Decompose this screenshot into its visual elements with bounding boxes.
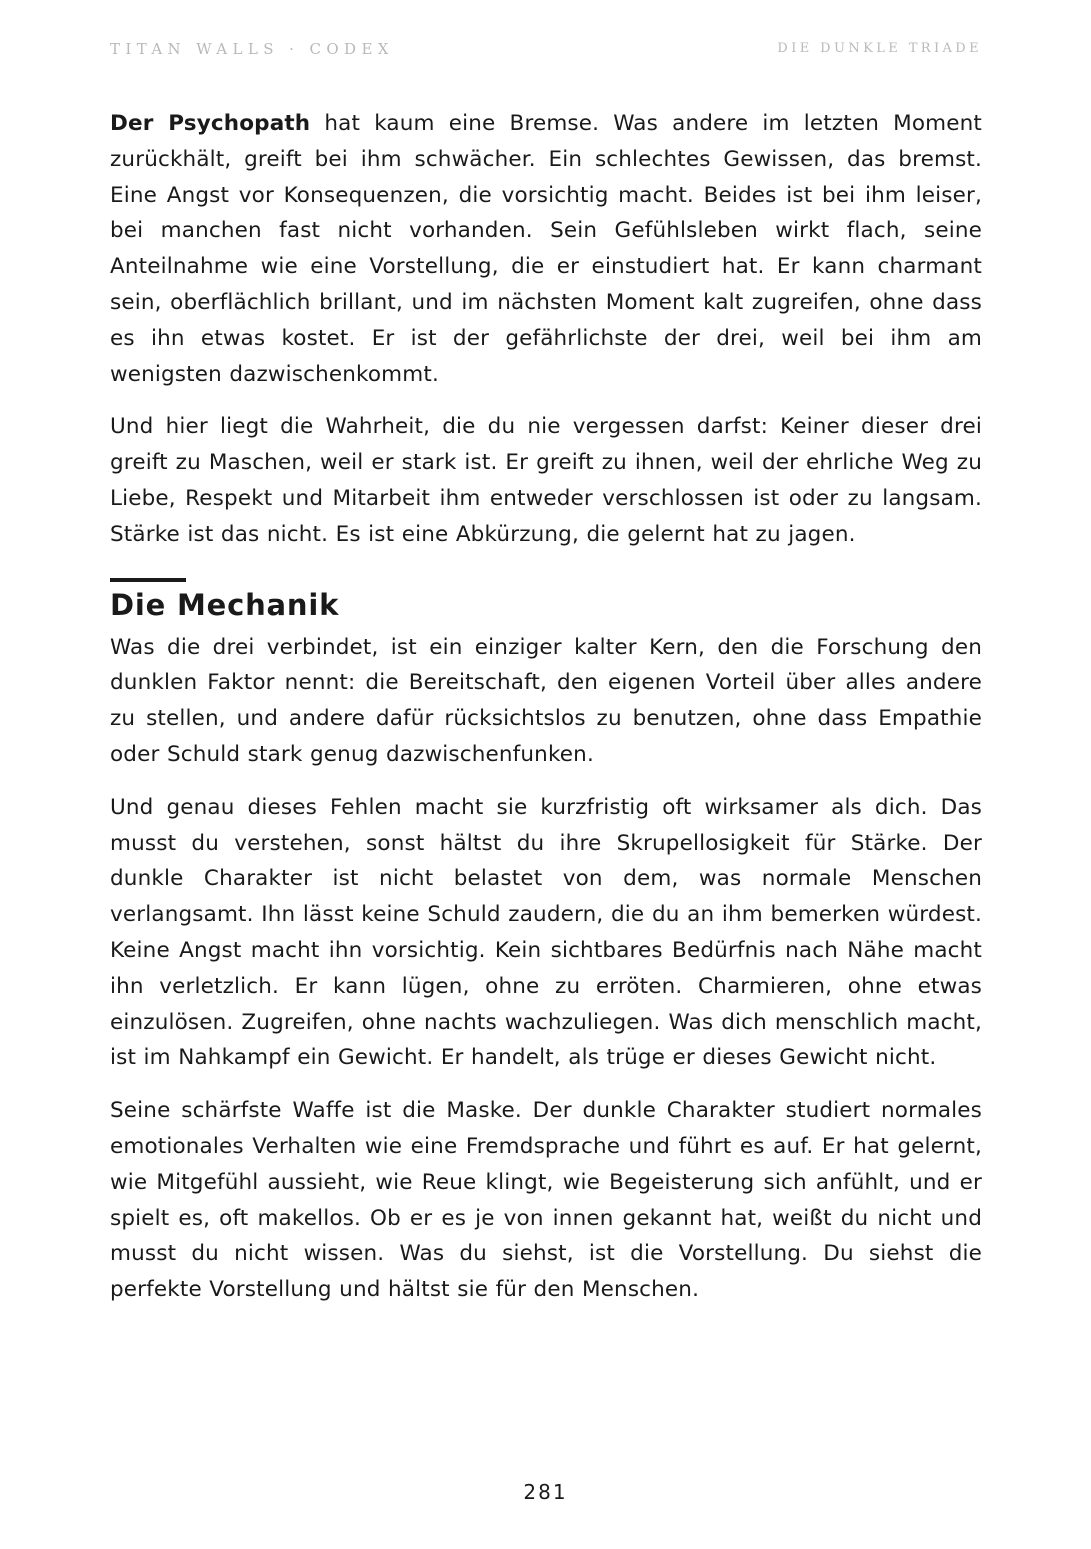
paragraph-text: hat kaum eine Bremse. Was andere im letzten Moment zurückhält, greift bei ihm schwächer. Ein schlechtes Gewissen, das bremst. Eine Angst vor Konsequenzen, die vorsichtig macht. Beides ist bei ihm leiser, bei manchen fast nicht vorhanden. Sein Gefühlsleben wirkt flach, seine Anteilnahme wie eine Vorstellung, die er einstudiert hat. Er kann charmant sein, oberflächlich brillant, und im nächsten Moment kalt zugreifen, ohne dass es ihn etwas kostet. Er ist der gefährlichste der drei, weil bei ihm am wenigsten dazwischenkommt. (110, 111, 982, 387)
running-header (110, 40, 982, 60)
page-body (110, 106, 982, 1325)
paragraph: Seine schärfste Waffe ist die Maske. Der dunkle Charakter studiert normales emotionales Verhalten wie eine Fremdsprache und führt es auf. Er hat gelernt, wie Mitgefühl aussieht, wie Reue klingt, wie Begeisterung sich anfühlt, und er spielt es, oft makellos. Ob er es je von innen gekannt hat, weißt du nicht und musst du nicht wissen. Was du siehst, ist die Vorstellung. Du siehst die perfekte Vorstellung und hältst sie für den Menschen. (110, 1098, 982, 1303)
header-chapter-title: DIE DUNKLE TRIADE (777, 41, 982, 56)
paragraph: Und hier liegt die Wahrheit, die du nie vergessen darfst: Keiner dieser drei greift zu Maschen, weil er stark ist. Er greift zu ihnen, weil der ehrliche Weg zu Liebe, Respekt und Mitarbeit ihm entweder verschlossen ist oder zu langsam. Stärke ist das nicht. Es ist eine Abkürzung, die gelernt hat zu jagen. (110, 414, 982, 547)
paragraph (110, 106, 982, 392)
paragraph: Was die drei verbindet, ist ein einziger kalter Kern, den die Forschung den dunklen Faktor nennt: die Bereitschaft, den eigenen Vorteil über alles andere zu stellen, und andere dafür rücksichtslos zu benutzen, ohne dass Empathie oder Schuld stark genug dazwischenfunken. (110, 634, 982, 767)
paragraph-lead-term: Der Psychopath (110, 111, 311, 136)
page-number: 281 (523, 1480, 568, 1504)
section-heading: Die Mechanik (110, 587, 340, 622)
paragraph: Und genau dieses Fehlen macht sie kurzfristig oft wirksamer als dich. Das musst du verstehen, sonst hältst du ihre Skrupellosigkeit für Stärke. Der dunkle Charakter ist nicht belastet von dem, was normale Menschen verlangsamt. Ihn lässt keine Schuld zaudern, die du an ihm bemerken würdest. Keine Angst macht ihn vorsichtig. Kein sichtbares Bedürfnis nach Nähe macht ihn verletzlich. Er kann lügen, ohne zu erröten. Charmieren, ohne etwas einzulösen. Zugreifen, ohne nachts wachzuliegen. Was dich menschlich macht, ist im Nahkampf ein Gewicht. Er handelt, als trüge er dieses Gewicht nicht. (110, 794, 982, 1071)
header-book-title: TITAN WALLS · CODEX (110, 40, 394, 58)
section-divider-rule (110, 578, 186, 582)
